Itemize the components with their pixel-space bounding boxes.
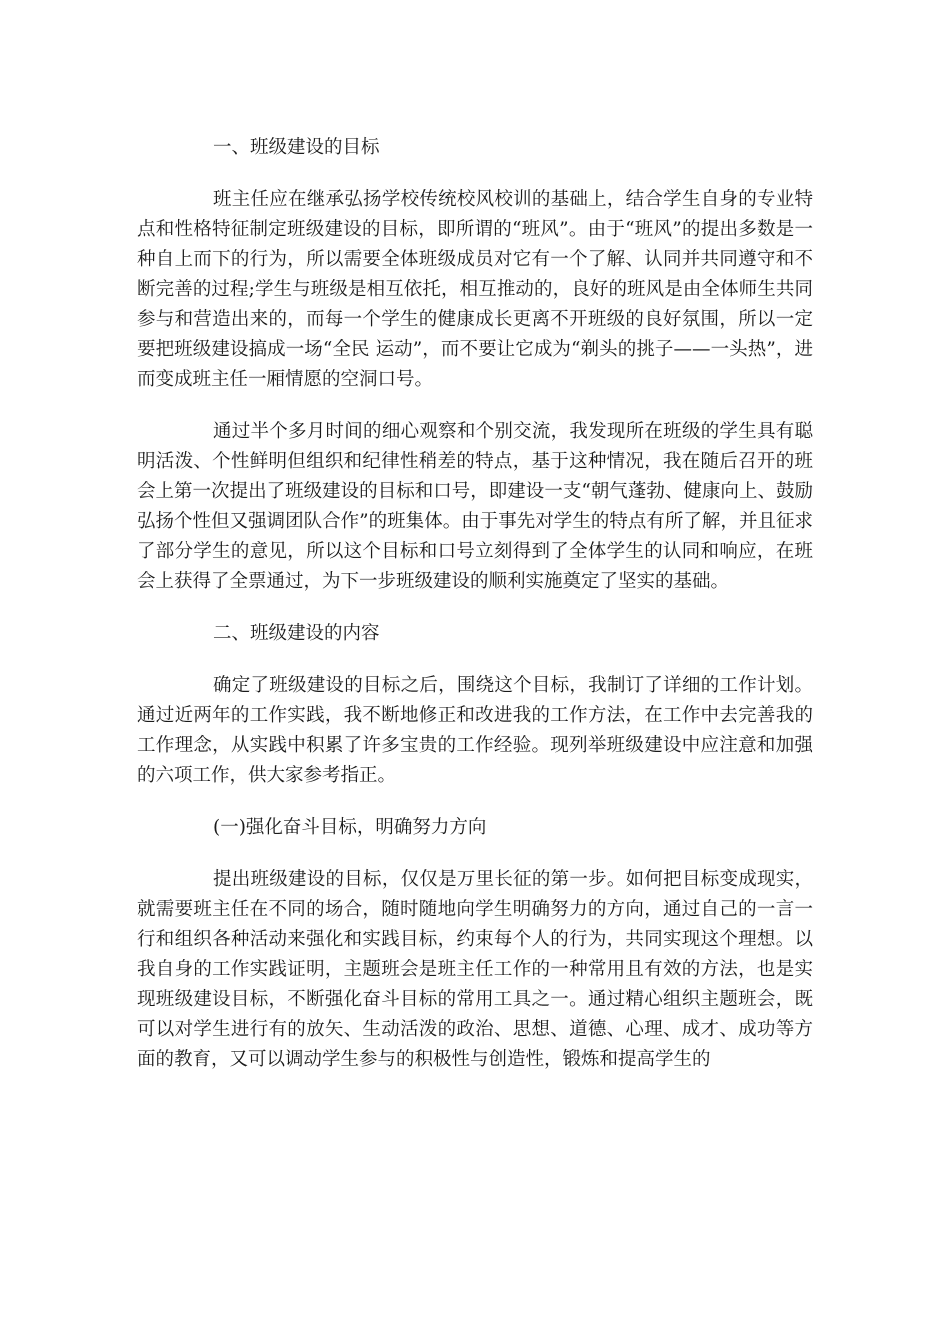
subsection-heading-strengthen-goal: (一)强化奋斗目标，明确努力方向	[213, 817, 487, 838]
document-body	[137, 133, 813, 1097]
section-heading-goal: 一、班级建设的目标	[213, 137, 380, 158]
paragraph-work-plan: 确定了班级建设的目标之后，围绕这个目标，我制订了详细的工作计划。通过近两年的工作实践，我不断地修正和改进我的工作方法，在工作中去完善我的工作理念，从实践中积累了许多宝贵的工作经验。现列举班级建设中应注意和加强的六项工作，供大家参考指正。	[137, 675, 813, 786]
paragraph-theme-meeting: 提出班级建设的目标，仅仅是万里长征的第一步。如何把目标变成现实，就需要班主任在不同的场合，随时随地向学生明确努力的方向，通过自己的一言一行和组织各种活动来强化和实践目标，约束每个人的行为，共同实现这个理想。以我自身的工作实践证明，主题班会是班主任工作的一种常用且有效的方法，也是实现班级建设目标，不断强化奋斗目标的常用工具之一。通过精心组织主题班会，既可以对学生进行有的放矢、生动活泼的政治、思想、道德、心理、成才、成功等方面的教育，又可以调动学生参与的积极性与创造性，锻炼和提高学生的	[137, 869, 813, 1070]
paragraph-observation: 通过半个多月时间的细心观察和个别交流，我发现所在班级的学生具有聪明活泼、个性鲜明但组织和纪律性稍差的特点，基于这种情况，我在随后召开的班会上第一次提出了班级建设的目标和口号，即建设一支“朝气蓬勃、健康向上、鼓励弘扬个性但又强调团队合作”的班集体。由于事先对学生的特点有所了解，并且征求了部分学生的意见，所以这个目标和口号立刻得到了全体学生的认同和响应，在班会上获得了全票通过，为下一步班级建设的顺利实施奠定了坚实的基础。	[137, 421, 813, 592]
section-heading-content: 二、班级建设的内容	[213, 623, 380, 644]
paragraph-class-style: 班主任应在继承弘扬学校传统校风校训的基础上，结合学生自身的专业特点和性格特征制定班级建设的目标，即所谓的“班风”。由于“班风”的提出多数是一种自上而下的行为，所以需要全体班级成员对它有一个了解、认同并共同遵守和不断完善的过程;学生与班级是相互依托，相互推动的，良好的班风是由全体师生共同参与和营造出来的，而每一个学生的健康成长更离不开班级的良好氛围，所以一定要把班级建设搞成一场“全民 运动”，而不要让它成为“剃头的挑子——一头热”，进而变成班主任一厢情愿的空洞口号。	[137, 189, 813, 390]
